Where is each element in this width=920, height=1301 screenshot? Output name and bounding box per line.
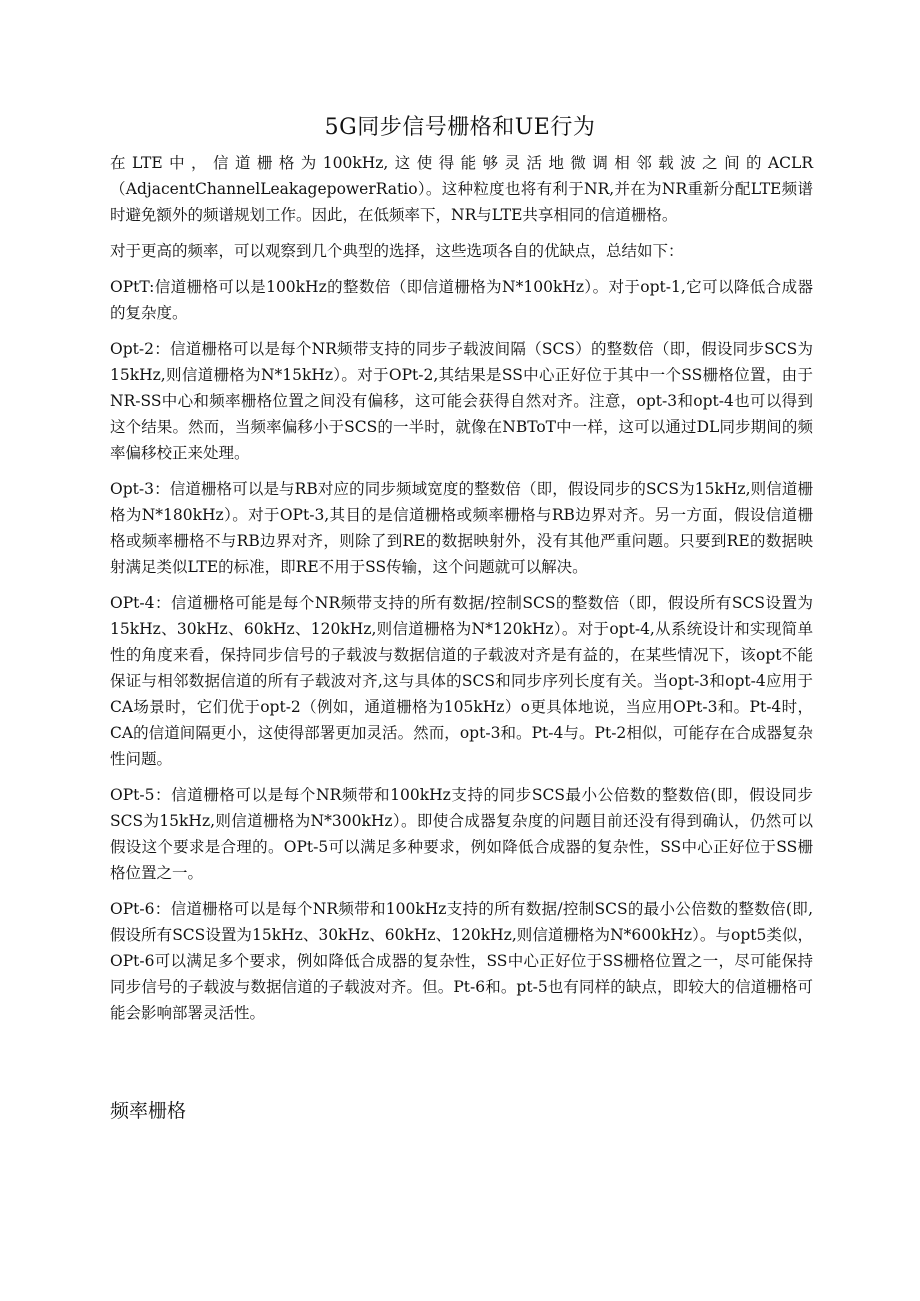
paragraph-option-5: OPt-5：信道栅格可以是每个NR频带和100kHz支持的同步SCS最小公倍数的整数倍(即，假设同步SCS为15kHz,则信道栅格为N*300kHz）。即使合成器复杂度的问题目前还没有得到确认，仍然可以假设这个要求是合理的。OPt-5可以满足多种要求，例如降低合成器的复杂性，SS中心正好位于SS栅格位置之一。 bbox=[110, 786, 813, 882]
paragraph-option-1: OPtT:信道栅格可以是100kHz的整数倍（即信道栅格为N*100kHz）。对于opt-1,它可以降低合成器的复杂度。 bbox=[110, 278, 813, 322]
paragraph-higher-frequency-intro: 对于更高的频率，可以观察到几个典型的选择，这些选项各自的优缺点，总结如下： bbox=[110, 242, 684, 260]
document-body bbox=[110, 150, 813, 1036]
paragraph-option-6: OPt-6：信道栅格可以是每个NR频带和100kHz支持的所有数据/控制SCS的最小公倍数的整数倍(即,假设所有SCS设置为15kHz、30kHz、60kHz、120kHz,则信道栅格为N*600kHz）。与opt5类似，OPt-6可以满足多个要求，例如降低合成器的复杂性，SS中心正好位于SS栅格位置之一，尽可能保持同步信号的子载波与数据信道的子载波对齐。但。Pt-6和。pt-5也有同样的缺点，即较大的信道栅格可能会影响部署灵活性。 bbox=[110, 900, 813, 1022]
paragraph-option-4: OPt-4：信道栅格可能是每个NR频带支持的所有数据/控制SCS的整数倍（即，假设所有SCS设置为15kHz、30kHz、60kHz、120kHz,则信道栅格为N*120kHz）。对于opt-4,从系统设计和实现简单性的角度来看，保持同步信号的子载波与数据信道的子载波对齐是有益的，在某些情况下，该opt不能保证与相邻数据信道的所有子载波对齐,这与具体的SCS和同步序列长度有关。当opt-3和opt-4应用于CA场景时，它们优于opt-2（例如，通道栅格为105kHz）o更具体地说，当应用OPt-3和。Pt-4时，CA的信道间隔更小，这使得部署更加灵活。然而，opt-3和。Pt-4与。Pt-2相似，可能存在合成器复杂性问题。 bbox=[110, 594, 813, 768]
paragraph-option-3: Opt-3：信道栅格可以是与RB对应的同步频域宽度的整数倍（即，假设同步的SCS为15kHz,则信道栅格为N*180kHz）。对于OPt-3,其目的是信道栅格或频率栅格与RB边界对齐。另一方面，假设信道栅格或频率栅格不与RB边界对齐，则除了到RE的数据映射外，没有其他严重问题。只要到RE的数据映射满足类似LTE的标准，即RE不用于SS传输，这个问题就可以解决。 bbox=[110, 480, 813, 576]
section-heading-frequency-raster: 频率栅格 bbox=[110, 1100, 187, 1122]
paragraph-lte-channel-raster: 在LTE中，信道栅格为100kHz,这使得能够灵活地微调相邻载波之间的ACLR（AdjacentChannelLeakagepowerRatio）。这种粒度也将有利于NR,并在为NR重新分配LTE频谱时避免额外的频谱规划工作。因此，在低频率下，NR与LTE共享相同的信道栅格。 bbox=[110, 154, 813, 224]
document-title: 5G同步信号栅格和UE行为 bbox=[324, 115, 596, 140]
paragraph-option-2: Opt-2：信道栅格可以是每个NR频带支持的同步子载波间隔（SCS）的整数倍（即，假设同步SCS为15kHz,则信道栅格为N*15kHz）。对于OPt-2,其结果是SS中心正好位于其中一个SS栅格位置，由于NR-SS中心和频率栅格位置之间没有偏移，这可能会获得自然对齐。注意，opt-3和opt-4也可以得到这个结果。然而，当频率偏移小于SCS的一半时，就像在NBToT中一样，这可以通过DL同步期间的频率偏移校正来处理。 bbox=[110, 340, 813, 462]
